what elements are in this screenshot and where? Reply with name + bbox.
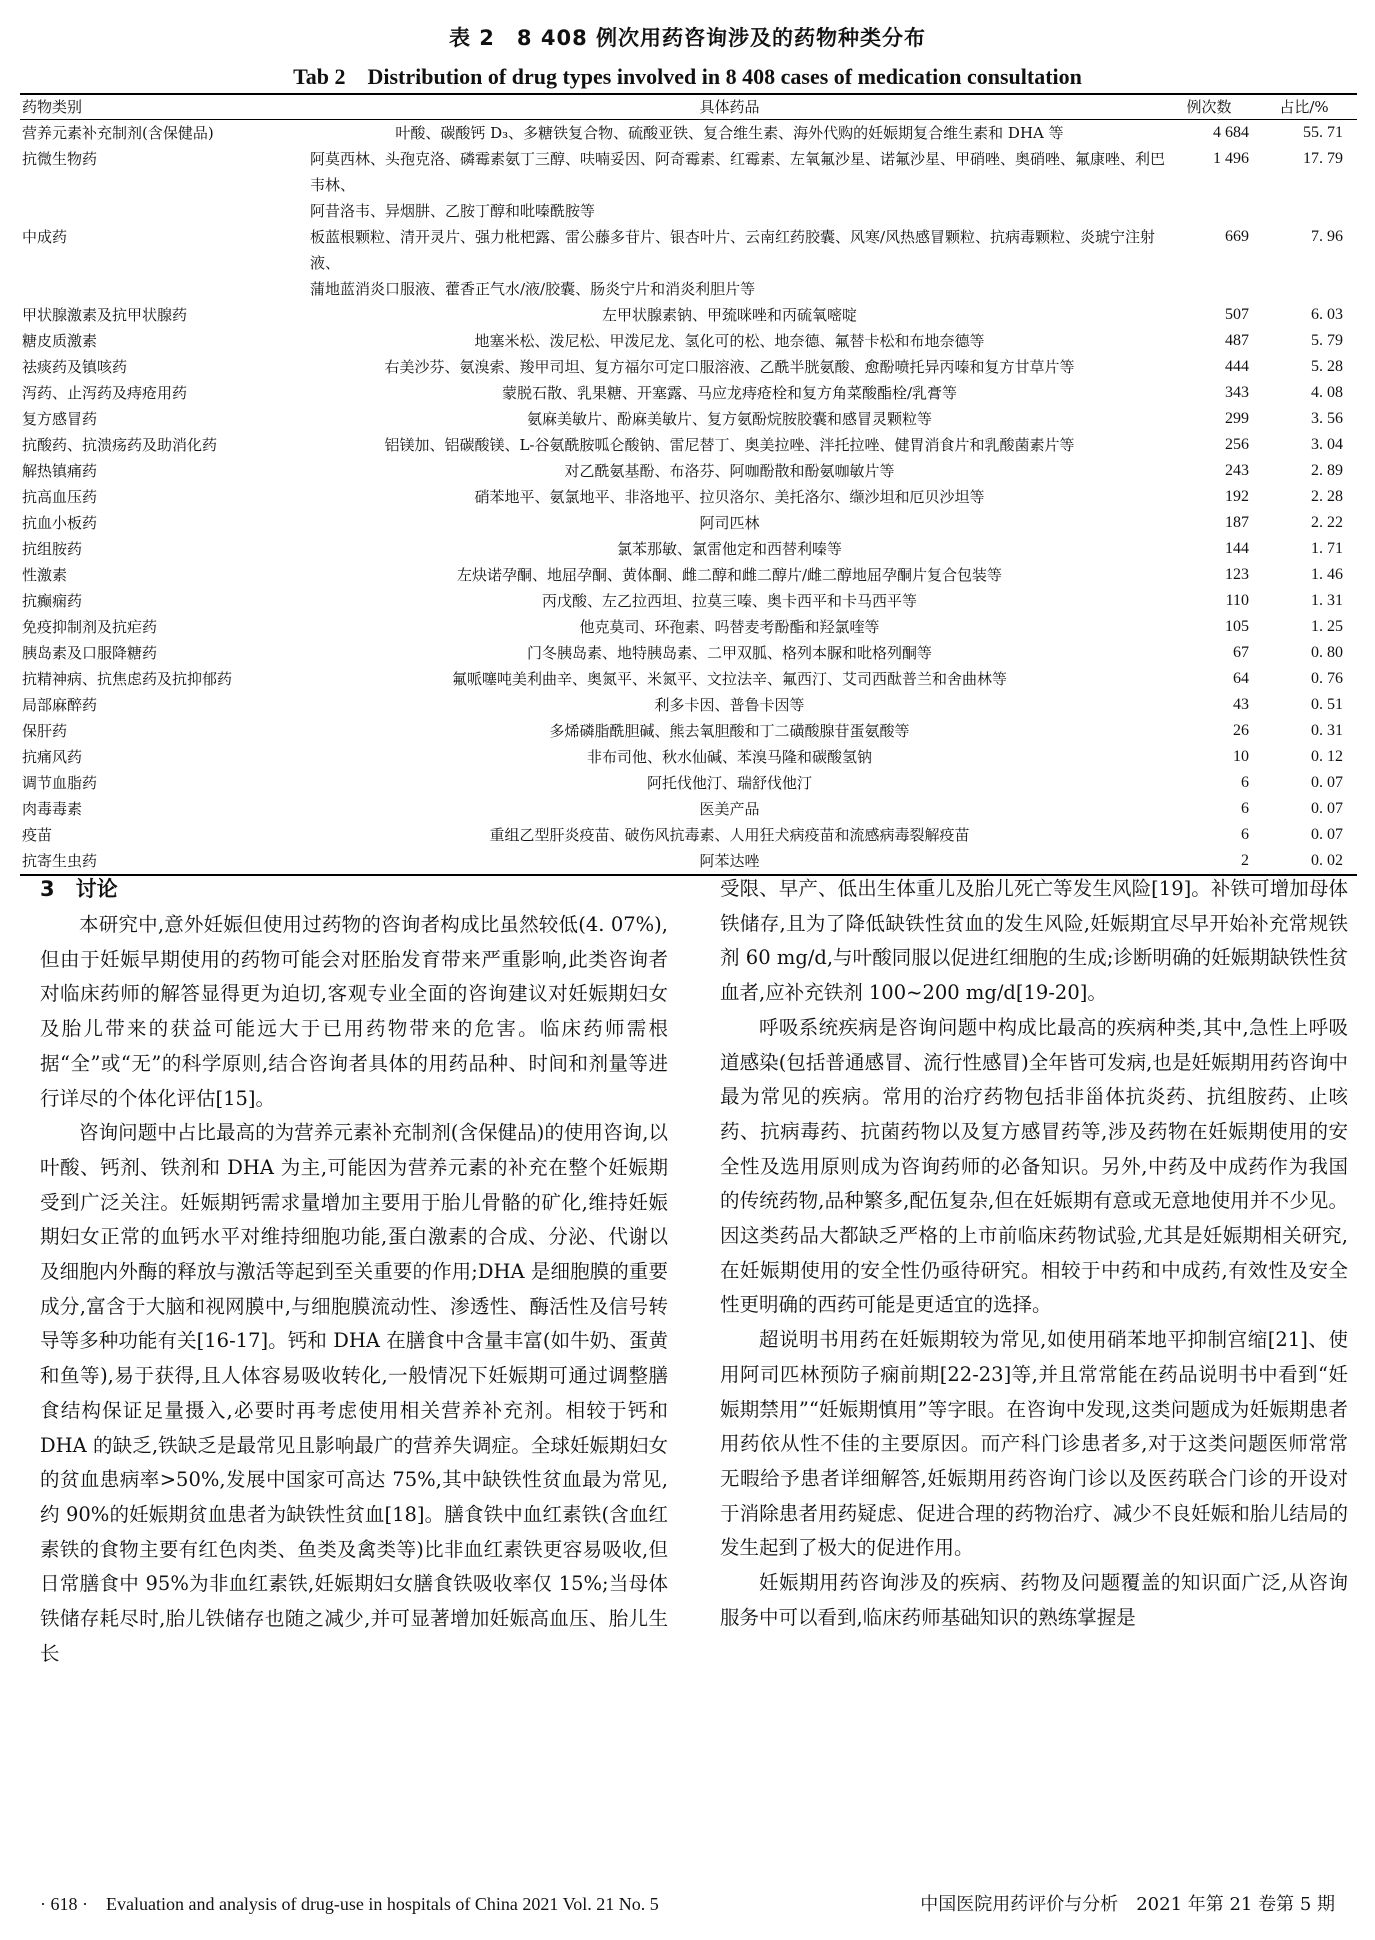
row-drugs <box>292 666 1167 692</box>
left-column <box>40 872 668 1671</box>
row-percent: 1. 25 <box>1311 618 1343 635</box>
table-row <box>20 666 1357 692</box>
paragraph: 咨询问题中占比最高的为营养元素补充制剂(含保健品)的使用咨询,以叶酸、钙剂、铁剂和 DHA 为主,可能因为营养元素的补充在整个妊娠期受到广泛关注。妊娠期钙需求量增加主要用于胎儿骨骼的矿化,维持妊娠期妇女正常的血钙水平对维持细胞功能,蛋白激素的合成、分泌、代谢以及细胞内外酶的释放与激活等起到至关重要的作用;DHA 是细胞膜的重要成分,富含于大脑和视网膜中,与细胞膜流动性、渗透性、酶活性及信号转导等多种功能有关[16-17]。钙和 DHA 在膳食中含量丰富(如牛奶、蛋黄和鱼等),易于获得,且人体容易吸收转化,一般情况下妊娠期可通过调整膳食结构保证足量摄入,必要时再考虑使用相关营养补充剂。相较于钙和 DHA 的缺乏,铁缺乏是最常见且影响最广的营养失调症。全球妊娠期妇女的贫血患病率>50%,发展中国家可高达 75%,其中缺铁性贫血最为常见,约 90%的妊娠期贫血患者为缺铁性贫血[18]。膳食铁中血红素铁(含血红素铁的食物主要有红色肉类、鱼类及禽类等)比非血红素铁更容易吸收,但日常膳食中 95%为非血红素铁,妊娠期妇女膳食铁吸收率仅 15%;当母体铁储存耗尽时,胎儿铁储存也随之减少,并可显著增加妊娠高血压、胎儿生长 <box>40 1121 668 1665</box>
row-drugs-line: 他克莫司、环孢素、吗替麦考酚酯和羟氯喹等 <box>579 618 880 636</box>
row-percent: 0. 76 <box>1311 670 1343 687</box>
row-percent: 4. 08 <box>1311 384 1343 401</box>
row-category: 抗高血压药 <box>22 488 98 506</box>
row-drugs <box>292 796 1167 822</box>
row-drugs <box>292 406 1167 432</box>
row-percent: 5. 79 <box>1311 332 1343 349</box>
row-drugs-line: 阿司匹林 <box>699 514 760 532</box>
table-row <box>20 770 1357 796</box>
row-drugs <box>292 302 1167 328</box>
row-drugs <box>292 822 1167 848</box>
table-row <box>20 796 1357 822</box>
section-heading: 3 讨论 <box>40 877 118 901</box>
row-drugs-line: 叶酸、碳酸钙 D₃、多糖铁复合物、硫酸亚铁、复合维生素、海外代购的妊娠期复合维生素和 DHA 等 <box>395 124 1064 142</box>
row-count: 6 <box>1241 774 1249 791</box>
paragraph: 超说明书用药在妊娠期较为常见,如使用硝苯地平抑制宫缩[21]、使用阿司匹林预防子痫前期[22-23]等,并且常常能在药品说明书中看到“妊娠期禁用”“妊娠期慎用”等字眼。在咨询中发现,这类问题成为妊娠期患者用药依从性不佳的主要原因。而产科门诊患者多,对于这类问题医师常常无暇给予患者详细解答,妊娠期用药咨询门诊以及医药联合门诊的开设对于消除患者用药疑虑、促进合理的药物治疗、减少不良妊娠和胎儿结局的发生起到了极大的促进作用。 <box>720 1328 1348 1560</box>
row-drugs-line: 板蓝根颗粒、清开灵片、强力枇杷露、雷公藤多苷片、银杏叶片、云南红药胶囊、风寒/风热感冒颗粒、抗病毒颗粒、炎琥宁注射液、 <box>310 228 1156 272</box>
row-count: 2 <box>1167 848 1263 875</box>
table-row <box>20 692 1357 718</box>
table-header-row <box>20 94 1357 120</box>
paragraph: 受限、早产、低出生体重儿及胎儿死亡等发生风险[19]。补铁可增加母体铁储存,且为了降低缺铁性贫血的发生风险,妊娠期宜尽早开始补充常规铁剂 60 mg/d,与叶酸同服以促进红细胞的生成;诊断明确的妊娠期缺铁性贫血者,应补充铁剂 100~200 mg/d[19-20]。 <box>720 877 1348 1005</box>
row-drugs <box>292 380 1167 406</box>
row-drugs-line: 蒲地蓝消炎口服液、藿香正气水/液/胶囊、肠炎宁片和消炎利胆片等 <box>310 280 756 298</box>
table-row <box>20 718 1357 744</box>
row-drugs <box>292 692 1167 718</box>
row-count: 6 <box>1241 800 1249 817</box>
row-category: 性激素 <box>22 566 68 584</box>
row-drugs <box>292 588 1167 614</box>
table-row <box>20 484 1357 510</box>
row-count: 256 <box>1225 436 1249 453</box>
row-percent: 1. 71 <box>1311 540 1343 557</box>
table-row <box>20 302 1357 328</box>
row-count: 67 <box>1233 644 1249 661</box>
row-category: 抗血小板药 <box>22 514 98 532</box>
paragraph: 妊娠期用药咨询涉及的疾病、药物及问题覆盖的知识面广泛,从咨询服务中可以看到,临床药师基础知识的熟练掌握是 <box>720 1571 1348 1629</box>
row-category: 祛痰药及镇咳药 <box>22 358 128 376</box>
row-drugs <box>292 848 1167 875</box>
row-count: 123 <box>1225 566 1249 583</box>
table-row <box>20 588 1357 614</box>
row-percent: 7. 96 <box>1311 228 1343 245</box>
row-category: 抗酸药、抗溃疡药及助消化药 <box>22 436 218 454</box>
row-count: 187 <box>1225 514 1249 531</box>
row-count: 43 <box>1233 696 1249 713</box>
row-count: 669 <box>1225 228 1249 245</box>
row-category: 复方感冒药 <box>22 410 98 428</box>
row-count: 6 <box>1241 826 1249 843</box>
row-category: 泻药、止泻药及痔疮用药 <box>22 384 188 402</box>
row-drugs-line: 铝镁加、铝碳酸镁、L-谷氨酰胺呱仑酸钠、雷尼替丁、奥美拉唑、泮托拉唑、健胃消食片和乳酸菌素片等 <box>384 436 1075 454</box>
row-drugs <box>292 536 1167 562</box>
row-percent: 17. 79 <box>1303 150 1343 167</box>
row-category: 疫苗 <box>22 826 53 844</box>
row-category: 抗微生物药 <box>22 150 98 168</box>
row-drugs-line: 氯苯那敏、氯雷他定和西替利嗪等 <box>616 540 842 558</box>
row-count: 1 496 <box>1213 150 1249 167</box>
row-count: 243 <box>1225 462 1249 479</box>
row-count: 4 684 <box>1213 124 1249 141</box>
row-percent: 6. 03 <box>1311 306 1343 323</box>
row-category: 抗寄生虫药 <box>20 848 292 875</box>
paragraph: 呼吸系统疾病是咨询问题中构成比最高的疾病种类,其中,急性上呼吸道感染(包括普通感冒、流行性感冒)全年皆可发病,也是妊娠期用药咨询中最为常见的疾病。常用的治疗药物包括非甾体抗炎药、抗组胺药、止咳药、抗病毒药、抗菌药物以及复方感冒药等,涉及药物在妊娠期使用的安全性及选用原则成为咨询药师的必备知识。另外,中药及中成药作为我国的传统药物,品种繁多,配伍复杂,但在妊娠期有意或无意地使用并不少见。因这类药品大都缺乏严格的上市前临床药物试验,尤其是妊娠期相关研究,在妊娠期使用的安全性仍亟待研究。相较于中药和中成药,有效性及安全性更明确的西药可能是更适宜的选择。 <box>720 1015 1348 1317</box>
paragraph: 本研究中,意外妊娠但使用过药物的咨询者构成比虽然较低(4. 07%),但由于妊娠早期使用的药物可能会对胚胎发育带来严重影响,此类咨询者对临床药师的解答显得更为迫切,客观专业全面的咨询建议对妊娠期妇女及胎儿带来的获益可能远大于已用药物带来的危害。临床药师需根据“全”或“无”的科学原则,结合咨询者具体的用药品种、时间和剂量等进行详尽的个体化评估[15]。 <box>40 913 668 1110</box>
row-drugs <box>292 354 1167 380</box>
table-row <box>20 848 1357 875</box>
row-count: 105 <box>1225 618 1249 635</box>
row-count: 26 <box>1233 722 1249 739</box>
row-category: 肉毒毒素 <box>22 800 83 818</box>
row-percent: 0. 07 <box>1311 826 1343 843</box>
row-percent: 0. 07 <box>1311 800 1343 817</box>
row-count: 64 <box>1233 670 1249 687</box>
header-count: 例次数 <box>1167 94 1263 120</box>
row-drugs <box>292 770 1167 796</box>
row-drugs-line: 左炔诺孕酮、地屈孕酮、黄体酮、雌二醇和雌二醇片/雌二醇地屈孕酮片复合包装等 <box>456 566 1003 584</box>
row-count: 343 <box>1225 384 1249 401</box>
row-drugs-line: 门冬胰岛素、地特胰岛素、二甲双胍、格列本脲和吡格列酮等 <box>526 644 932 662</box>
row-percent: 2. 89 <box>1311 462 1343 479</box>
row-count: 299 <box>1225 410 1249 427</box>
row-drugs <box>292 120 1167 147</box>
row-percent: 2. 22 <box>1311 514 1343 531</box>
table-row <box>20 536 1357 562</box>
row-percent: 0. 07 <box>1311 774 1343 791</box>
table-body <box>20 120 1357 876</box>
row-drugs <box>292 614 1167 640</box>
row-percent: 3. 04 <box>1311 436 1343 453</box>
table-row <box>20 406 1357 432</box>
row-category: 免疫抑制剂及抗疟药 <box>22 618 158 636</box>
row-drugs-line: 地塞米松、泼尼松、甲泼尼龙、氢化可的松、地奈德、氟替卡松和布地奈德等 <box>474 332 985 350</box>
row-category: 抗精神病、抗焦虑药及抗抑郁药 <box>22 670 233 688</box>
row-percent: 0. 02 <box>1263 848 1357 875</box>
row-drugs-line: 氨麻美敏片、酚麻美敏片、复方氨酚烷胺胶囊和感冒灵颗粒等 <box>526 410 932 428</box>
row-drugs-line: 右美沙芬、氨溴索、羧甲司坦、复方福尔可定口服溶液、乙酰半胱氨酸、愈酚喷托异丙嗪和复方甘草片等 <box>384 358 1075 376</box>
row-drugs-line: 阿苯达唑 <box>699 852 760 870</box>
table-row <box>20 380 1357 406</box>
table-row <box>20 354 1357 380</box>
table-row <box>20 744 1357 770</box>
table-caption-cn: 表 2 8 408 例次用药咨询涉及的药物种类分布 <box>449 26 926 50</box>
footer-journal-en: · 618 · Evaluation and analysis of drug-use in hospitals of China 2021 Vol. 21 No. 5 <box>40 1894 659 1914</box>
row-drugs <box>292 718 1167 744</box>
table-caption-en: Tab 2 Distribution of drug types involved in 8 408 cases of medication consultation <box>293 64 1082 89</box>
header-category: 药物类别 <box>20 94 292 120</box>
row-percent: 0. 80 <box>1311 644 1343 661</box>
row-percent: 5. 28 <box>1311 358 1343 375</box>
header-percent: 占比/% <box>1263 94 1357 120</box>
row-drugs <box>292 146 1167 224</box>
row-drugs-line: 多烯磷脂酰胆碱、熊去氧胆酸和丁二磺酸腺苷蛋氨酸等 <box>549 722 910 740</box>
table-row <box>20 822 1357 848</box>
row-count: 110 <box>1225 592 1249 609</box>
row-percent: 55. 71 <box>1303 124 1343 141</box>
row-drugs-line: 蒙脱石散、乳果糖、开塞露、马应龙痔疮栓和复方角菜酸酯栓/乳膏等 <box>501 384 958 402</box>
row-percent: 2. 28 <box>1311 488 1343 505</box>
row-drugs <box>292 510 1167 536</box>
table-row <box>20 458 1357 484</box>
table-row <box>20 562 1357 588</box>
row-drugs <box>292 432 1167 458</box>
row-category: 营养元素补充制剂(含保健品) <box>22 124 214 142</box>
row-drugs <box>292 328 1167 354</box>
row-percent: 1. 46 <box>1311 566 1343 583</box>
row-drugs-line: 医美产品 <box>699 800 760 818</box>
row-drugs-line: 左甲状腺素钠、甲巯咪唑和丙硫氧嘧啶 <box>601 306 857 324</box>
table-row <box>20 640 1357 666</box>
table-row <box>20 328 1357 354</box>
row-drugs-line: 非布司他、秋水仙碱、苯溴马隆和碳酸氢钠 <box>586 748 872 766</box>
row-count: 507 <box>1225 306 1249 323</box>
row-drugs-line: 重组乙型肝炎疫苗、破伤风抗毒素、人用狂犬病疫苗和流感病毒裂解疫苗 <box>489 826 970 844</box>
row-count: 10 <box>1233 748 1249 765</box>
row-drugs-line: 利多卡因、普鲁卡因等 <box>654 696 805 714</box>
row-percent: 3. 56 <box>1311 410 1343 427</box>
right-column <box>720 872 1348 1635</box>
row-category: 抗癫痫药 <box>22 592 83 610</box>
row-count: 192 <box>1225 488 1249 505</box>
row-category: 胰岛素及口服降糖药 <box>22 644 158 662</box>
row-category: 局部麻醉药 <box>22 696 98 714</box>
row-count: 487 <box>1225 332 1249 349</box>
row-category: 保肝药 <box>22 722 68 740</box>
table-row <box>20 120 1357 147</box>
row-percent: 0. 51 <box>1311 696 1343 713</box>
row-category: 抗组胺药 <box>22 540 83 558</box>
header-drugs: 具体药品 <box>292 94 1167 120</box>
row-category: 解热镇痛药 <box>22 462 98 480</box>
row-percent: 0. 12 <box>1311 748 1343 765</box>
row-drugs <box>292 484 1167 510</box>
row-percent: 1. 31 <box>1311 592 1343 609</box>
table-row <box>20 510 1357 536</box>
row-category: 抗痛风药 <box>22 748 83 766</box>
row-category: 甲状腺激素及抗甲状腺药 <box>22 306 188 324</box>
row-drugs-line: 硝苯地平、氨氯地平、非洛地平、拉贝洛尔、美托洛尔、缬沙坦和厄贝沙坦等 <box>474 488 985 506</box>
table-row <box>20 432 1357 458</box>
row-drugs-line: 阿昔洛韦、异烟肼、乙胺丁醇和吡嗪酰胺等 <box>310 202 596 220</box>
row-count: 144 <box>1225 540 1249 557</box>
row-drugs-line: 丙戊酸、左乙拉西坦、拉莫三嗪、奥卡西平和卡马西平等 <box>541 592 917 610</box>
table-row <box>20 224 1357 302</box>
row-drugs <box>292 640 1167 666</box>
row-drugs <box>292 224 1167 302</box>
drug-type-table <box>20 93 1357 876</box>
row-drugs <box>292 562 1167 588</box>
footer-journal-cn: 中国医院用药评价与分析 2021 年第 21 卷第 5 期 <box>920 1894 1335 1915</box>
row-drugs-line: 对乙酰氨基酚、布洛芬、阿咖酚散和酚氨咖敏片等 <box>564 462 895 480</box>
row-drugs <box>292 744 1167 770</box>
row-count: 444 <box>1225 358 1249 375</box>
row-category: 调节血脂药 <box>22 774 98 792</box>
row-percent: 0. 31 <box>1311 722 1343 739</box>
row-drugs-line: 阿莫西林、头孢克洛、磷霉素氨丁三醇、呋喃妥因、阿奇霉素、红霉素、左氧氟沙星、诺氟沙星、甲硝唑、奥硝唑、氟康唑、利巴韦林、 <box>310 150 1166 194</box>
row-drugs <box>292 458 1167 484</box>
row-drugs-line: 氟哌噻吨美利曲辛、奥氮平、米氮平、文拉法辛、氟西汀、艾司西酞普兰和舍曲林等 <box>451 670 1007 688</box>
row-category: 中成药 <box>22 228 68 246</box>
row-drugs-line: 阿托伐他汀、瑞舒伐他汀 <box>646 774 812 792</box>
table-row <box>20 146 1357 224</box>
row-category: 糖皮质激素 <box>22 332 98 350</box>
table-row <box>20 614 1357 640</box>
